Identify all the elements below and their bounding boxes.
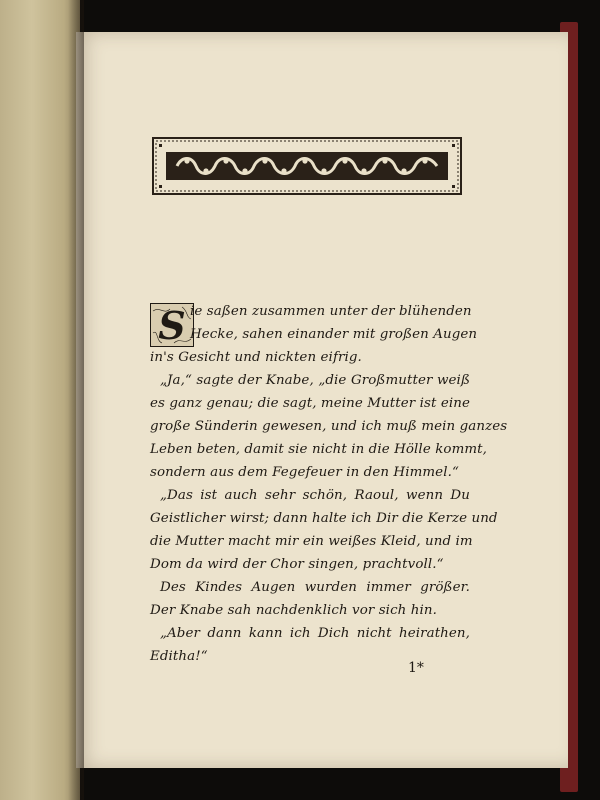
- text-line: ie saßen zusammen unter der blühenden: [190, 304, 472, 319]
- text-line: Geistlicher wirst; dann halte ich Dir die Kerze und: [150, 511, 498, 526]
- text-line: große Sünderin gewesen, und ich muß mein ganzes: [150, 419, 508, 434]
- text-line: sondern aus dem Fegefeuer in den Himmel.“: [150, 465, 459, 480]
- decorative-header-ornament: [152, 137, 462, 195]
- page-gutter-shadow: [68, 0, 84, 800]
- text-line: Hecke, sahen einander mit großen Augen: [190, 327, 478, 342]
- text-line: „Das ist auch sehr schön, Raoul, wenn Du: [160, 488, 470, 503]
- text-line: „Ja,“ sagte der Knabe, „die Großmutter weiß: [160, 373, 470, 388]
- text-line: Editha!“: [150, 649, 208, 664]
- text-line: Des Kindes Augen wurden immer größer.: [160, 580, 470, 595]
- signature-mark: 1*: [408, 660, 424, 676]
- text-line: es ganz genau; die sagt, meine Mutter ist eine: [150, 396, 470, 411]
- body-text: [150, 300, 508, 668]
- text-line: Der Knabe sah nachdenklich vor sich hin.: [150, 603, 437, 618]
- text-line: in's Gesicht und nickten eifrig.: [150, 350, 362, 365]
- text-line: die Mutter macht mir ein weißes Kleid, und im: [150, 534, 473, 549]
- initial-letter: S: [158, 303, 186, 348]
- text-line: Leben beten, damit sie nicht in die Hölle kommt,: [150, 442, 488, 457]
- text-line: Dom da wird der Chor singen, prachtvoll.“: [150, 557, 444, 572]
- text-line: „Aber dann kann ich Dich nicht heirathen,: [160, 626, 470, 641]
